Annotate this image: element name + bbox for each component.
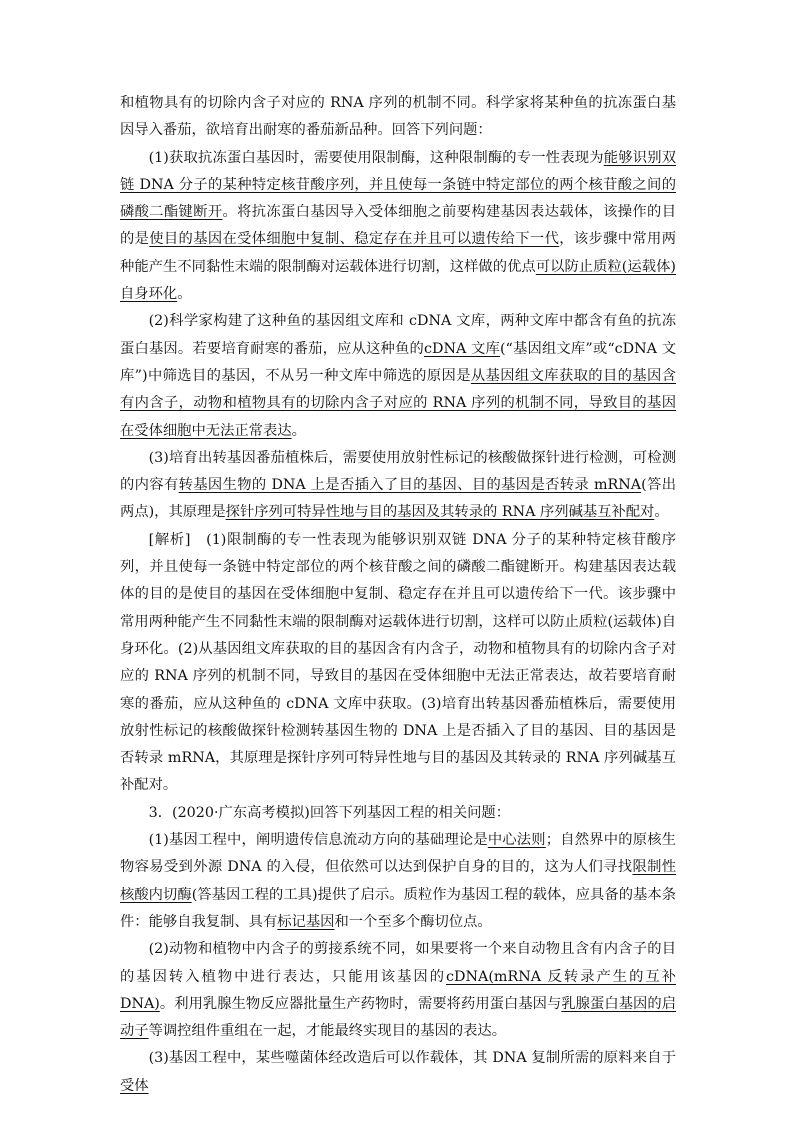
question-text: (答出两点)，其原理是 [120,477,677,521]
question-text: 和一个至多个酶切位点。 [334,913,492,930]
paragraph [120,90,676,145]
paragraph [120,308,676,444]
document-body [120,90,676,1100]
paragraph [120,145,676,309]
question-text: [解析] (1)限制酶的专一性表现为能够识别双链 DNA 分子的某种特定核苷酸序列，并且使每一条链中特定部位的两个核苷酸之间的磷酸二酯键断开。构建基因表达载体的目的是使目的基因在受体细胞中复制、稳定存在并且可以遗传给下一代。该步骤中常用两种能产生不同黏性末端的限制酶对运载体进行切割，这样可以防止质粒(运载体)自身环化。(2)从基因组文库获取的目的基因含有内含子，动物和植物具有的切除内含子对应的 RNA 序列的机制不同，导致目的基因在受体细胞中无法正常表达，故若要培育耐寒的番茄，应从这种鱼的 cDNA 文库中获取。(3)培育出转基因番茄植株后，需要使用放射性标记的核酸做探针检测转基因生物的 DNA 上是否插入了目的基因、目的基因是否转录 mRNA，其原理是探针序列可特异性地与目的基因及其转录的 RNA 序列碱基互补配对。 [120,531,676,794]
answer-text: 转基因生物的 DNA 上是否插入了目的基因、目的基因是否转录 mRNA [178,477,642,494]
answer-text: 标记基因 [277,913,335,930]
question-text: (1)获取抗冻蛋白基因时，需要使用限制酶，这种限制酶的专一性表现为 [148,149,604,166]
question-text: 。 [177,286,192,303]
answer-text: 中心法则 [487,832,546,849]
answer-text: 使目的基因在受体细胞中复制、稳定存在并且可以遗传给下一代 [149,231,560,248]
paragraph [120,445,676,527]
question-text: (“基因组文库”或“cDNA 文库”)中筛选目的基因，不从另一种文库中筛选的原因是 [120,340,677,384]
question-text: 。将抗冻蛋白基因导入受体细胞之前要构建基因表达载体，该操作的目的是 [120,204,676,248]
paragraph [120,1045,676,1100]
question-text: 。 [291,422,306,439]
answer-text: cDNA(mRNA 反转录产生的互补 DNA) [120,968,676,1012]
question-text: 。利用乳腺生物反应器批量生产药物时，需要将药用蛋白基因与 [159,995,562,1012]
question-text: (3)基因工程中，某些噬菌体经改造后可以作载体，其 DNA 复制所需的原料来自于 [148,1050,676,1067]
answer-text: 乳腺蛋白基因的启动子 [120,995,676,1040]
question-text: (2)动物和植物中内含子的剪接系统不同，如果要将一个来自动物且含有内含子的目的基因转入植物中进行表达，只能用该基因的 [120,941,676,985]
answer-text: 受体 [120,1077,149,1094]
paragraph [120,527,676,800]
answer-text: 探针序列可特异性地与目的基因及其转录的 RNA 序列碱基互补配对 [225,504,655,521]
question-text: 。 [654,504,669,521]
answer-text: 能够识别双链 DNA 分子的某种特定核苷酸序列，并且使每一条链中特定部位的两个核苷酸之间的磷酸二酯键断开 [120,149,677,221]
question-text: (答基因工程的工具)提供了启示。质粒作为基因工程的载体，应具备的基本条件：能够自我复制、具有 [120,886,676,930]
paragraph [120,827,676,936]
question-text: 和植物具有的切除内含子对应的 RNA 序列的机制不同。科学家将某种鱼的抗冻蛋白基因导入番茄，欲培育出耐寒的番茄新品种。回答下列问题： [120,95,676,139]
question-text: (2)科学家构建了这种鱼的基因组文库和 cDNA 文库，两种文库中都含有鱼的抗冻蛋白基因。若要培育耐寒的番茄，应从这种鱼的 [120,313,676,357]
question-text: (3)培育出转基因番茄植株后，需要使用放射性标记的核酸做探针进行检测，可检测的内容有 [120,449,676,494]
question-text: ，该步骤中常用两种能产生不同黏性末端的限制酶对运载体进行切割，这样做的优点 [120,231,676,275]
question-text: (1)基因工程中，阐明遗传信息流动方向的基础理论是 [148,832,488,849]
paragraph [120,800,676,827]
answer-text: 从基因组文库获取的目的基因含有内含子，动物和植物具有的切除内含子对应的 RNA 序列的机制不同，导致目的基因在受体细胞中无法正常表达 [120,367,676,439]
answer-text: cDNA 文库 [423,340,500,357]
question-text: 等调控组件重组在一起，才能最终实现目的基因的表达。 [148,1023,507,1040]
paragraph [120,936,676,1045]
question-text: ；自然界中的原核生物容易受到外源 DNA 的入侵，但依然可以达到保护自身的目的，这为人们寻找 [120,832,677,876]
answer-text: 限制性核酸内切酶 [120,859,677,903]
question-text: 3．(2020·广东高考模拟)回答下列基因工程的相关问题： [148,804,511,821]
answer-text: 可以防止质粒(运载体)自身环化 [120,258,677,303]
